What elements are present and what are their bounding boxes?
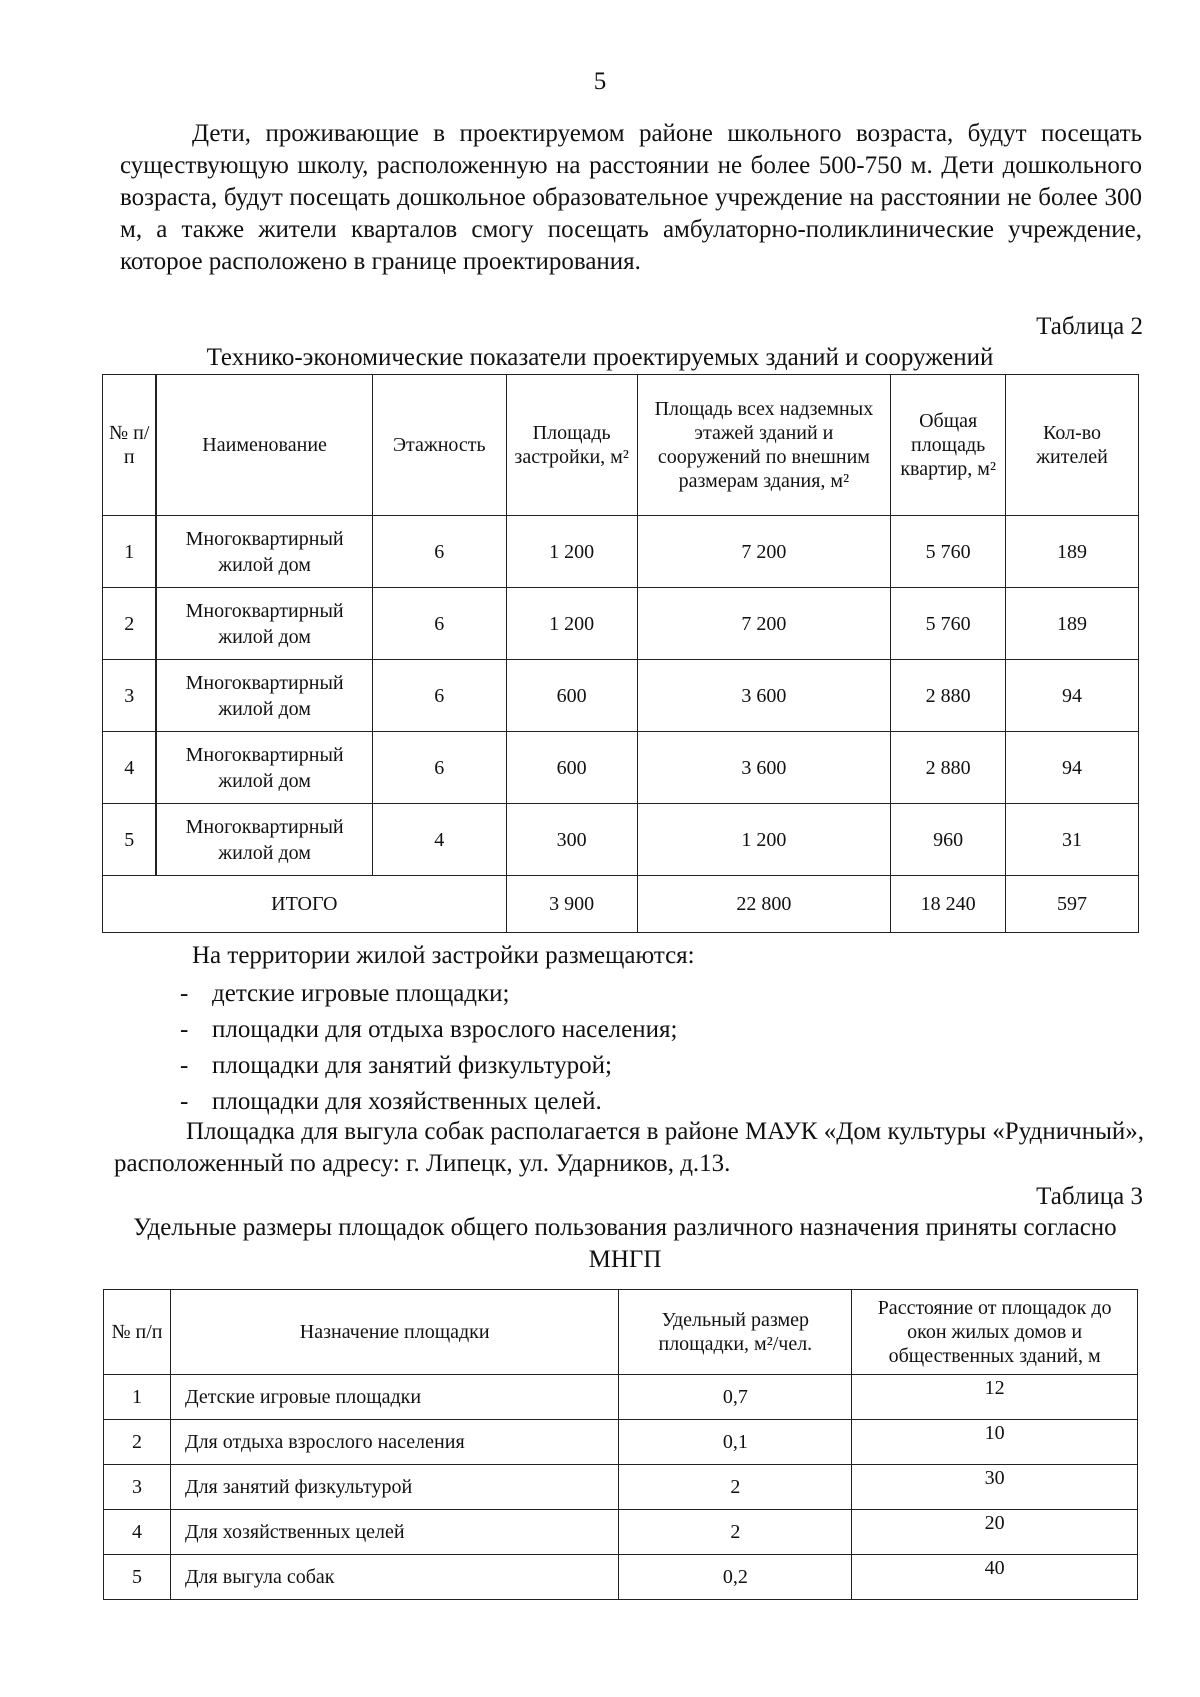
table2-cell-name: Многоквартирный жилой дом [156,804,372,876]
table2-total-label: ИТОГО [103,876,507,933]
bullet-dash: - [180,1052,189,1079]
page-number: 5 [593,68,607,95]
table2-header-area-floors: Площадь всех надземных этажей зданий и сооружений по внешним размерам здания, м² [637,375,891,516]
table3-cell-num: 3 [104,1465,171,1510]
table3-cell-size: 2 [619,1510,852,1555]
table2-cell-name: Многоквартирный жилой дом [156,660,372,732]
dog-paragraph: Площадка для выгула собак располагается в районе МАУК «Дом культуры «Рудничный», расположенный по адресу: г. Липецк, ул. Ударников, д.13. [114,1118,1144,1177]
table-row [103,804,1139,876]
table3-cell-num: 2 [104,1420,171,1465]
table2-cell-num: 2 [103,588,157,660]
table-row [104,1465,1138,1510]
table2-cell-area-flats: 960 [891,804,1006,876]
table2-cell-residents: 31 [1006,804,1139,876]
table2-cell-area-flats: 2 880 [891,732,1006,804]
table2-cell-area-floors: 7 200 [637,588,891,660]
table-row [103,588,1139,660]
table3-cell-num: 5 [104,1555,171,1600]
table3-header-num: № п/п [104,1290,171,1375]
table2-cell-area-built: 1 200 [506,516,637,588]
table2-header-floors: Этажность [372,375,506,516]
table2-header-row [103,375,1139,516]
table2-cell-num: 4 [103,732,157,804]
table2-cell-area-built: 600 [506,732,637,804]
table3-cell-size: 2 [619,1465,852,1510]
table2-cell-floors: 6 [372,588,506,660]
table2-label: Таблица 2 [1036,313,1143,340]
table2-header-residents: Кол-во жителей [1006,375,1139,516]
table2-cell-area-flats: 2 880 [891,660,1006,732]
table2-cell-area-floors: 3 600 [637,732,891,804]
table2-cell-area-built: 600 [506,660,637,732]
table2-total-area-built: 3 900 [506,876,637,933]
table2 [102,374,1139,933]
table2-cell-area-floors: 1 200 [637,804,891,876]
table3-cell-purpose: Для отдыха взрослого населения [170,1420,619,1465]
table3-cell-purpose: Для хозяйственных целей [170,1510,619,1555]
table-row [104,1375,1138,1420]
table2-header-num: № п/п [103,375,157,516]
territory-list [176,976,677,1120]
table2-cell-area-built: 300 [506,804,637,876]
table2-header-area-flats: Общая площадь квартир, м² [891,375,1006,516]
table-row [104,1555,1138,1600]
table-row [104,1510,1138,1555]
table3-label: Таблица 3 [1036,1183,1143,1210]
table3-header-row [104,1290,1138,1375]
table-row [103,660,1139,732]
table2-total-residents: 597 [1006,876,1139,933]
table3-header-size: Удельный размер площадки, м²/чел. [619,1290,852,1375]
table3 [103,1289,1138,1600]
table2-cell-floors: 6 [372,516,506,588]
table2-cell-residents: 94 [1006,660,1139,732]
table2-total-area-flats: 18 240 [891,876,1006,933]
table2-total-row [103,876,1139,933]
table3-cell-num: 1 [104,1375,171,1420]
list-item-text: площадки для занятий физкультурой; [212,1052,612,1079]
bullet-dash: - [180,1088,189,1115]
table2-header-name: Наименование [156,375,372,516]
table3-cell-distance: 30 [852,1465,1138,1510]
list-item [176,976,677,1012]
table3-cell-distance: 12 [852,1375,1138,1420]
list-item-text: площадки для отдыха взрослого населения; [212,1016,678,1043]
table2-cell-area-flats: 5 760 [891,516,1006,588]
table3-cell-distance: 40 [852,1555,1138,1600]
table2-cell-floors: 6 [372,660,506,732]
table3-header-distance: Расстояние от площадок до окон жилых домов и общественных зданий, м [852,1290,1138,1375]
table2-cell-floors: 6 [372,732,506,804]
table3-cell-num: 4 [104,1510,171,1555]
table2-cell-name: Многоквартирный жилой дом [156,588,372,660]
list-item [176,1012,677,1048]
table2-cell-name: Многоквартирный жилой дом [156,732,372,804]
table3-cell-size: 0,2 [619,1555,852,1600]
table2-title: Технико-экономические показатели проектируемых зданий и сооружений [206,344,994,371]
table3-cell-distance: 10 [852,1420,1138,1465]
intro-paragraph: Дети, проживающие в проектируемом районе школьного возраста, будут посещать существующую школу, расположенную на расстоянии не более 500-750 м. Дети дошкольного возраста, будут посещать дошкольное образовательное учреждение на расстоянии не более 300 м, а также жители кварталов смогу посещать амбулаторно-поликлинические учреждение, которое расположено в границе проектирования. [120,120,1142,275]
table3-header-purpose: Назначение площадки [170,1290,619,1375]
list-item [176,1048,677,1084]
table3-title: Удельные размеры площадок общего пользования различного назначения приняты согласно МНГП [133,1214,1117,1273]
table2-total-area-floors: 22 800 [637,876,891,933]
table3-cell-purpose: Для занятий физкультурой [170,1465,619,1510]
table2-header-area-built: Площадь застройки, м² [506,375,637,516]
table-row [104,1420,1138,1465]
list-item-text: детские игровые площадки; [212,980,510,1007]
table-row [103,732,1139,804]
bullet-dash: - [180,980,189,1007]
table3-cell-distance: 20 [852,1510,1138,1555]
bullet-dash: - [180,1016,189,1043]
table2-cell-residents: 189 [1006,516,1139,588]
table3-cell-size: 0,1 [619,1420,852,1465]
table2-cell-residents: 189 [1006,588,1139,660]
list-item [176,1084,677,1120]
table3-cell-purpose: Детские игровые площадки [170,1375,619,1420]
table2-cell-area-floors: 7 200 [637,516,891,588]
table2-cell-floors: 4 [372,804,506,876]
table2-cell-area-floors: 3 600 [637,660,891,732]
table2-cell-num: 5 [103,804,157,876]
table2-cell-residents: 94 [1006,732,1139,804]
table3-cell-purpose: Для выгула собак [170,1555,619,1600]
table2-cell-area-built: 1 200 [506,588,637,660]
table2-cell-num: 3 [103,660,157,732]
territory-intro: На территории жилой застройки размещаются: [192,942,695,969]
table2-cell-name: Многоквартирный жилой дом [156,516,372,588]
table2-cell-area-flats: 5 760 [891,588,1006,660]
table2-cell-num: 1 [103,516,157,588]
list-item-text: площадки для хозяйственных целей. [212,1088,602,1115]
table-row [103,516,1139,588]
table3-cell-size: 0,7 [619,1375,852,1420]
